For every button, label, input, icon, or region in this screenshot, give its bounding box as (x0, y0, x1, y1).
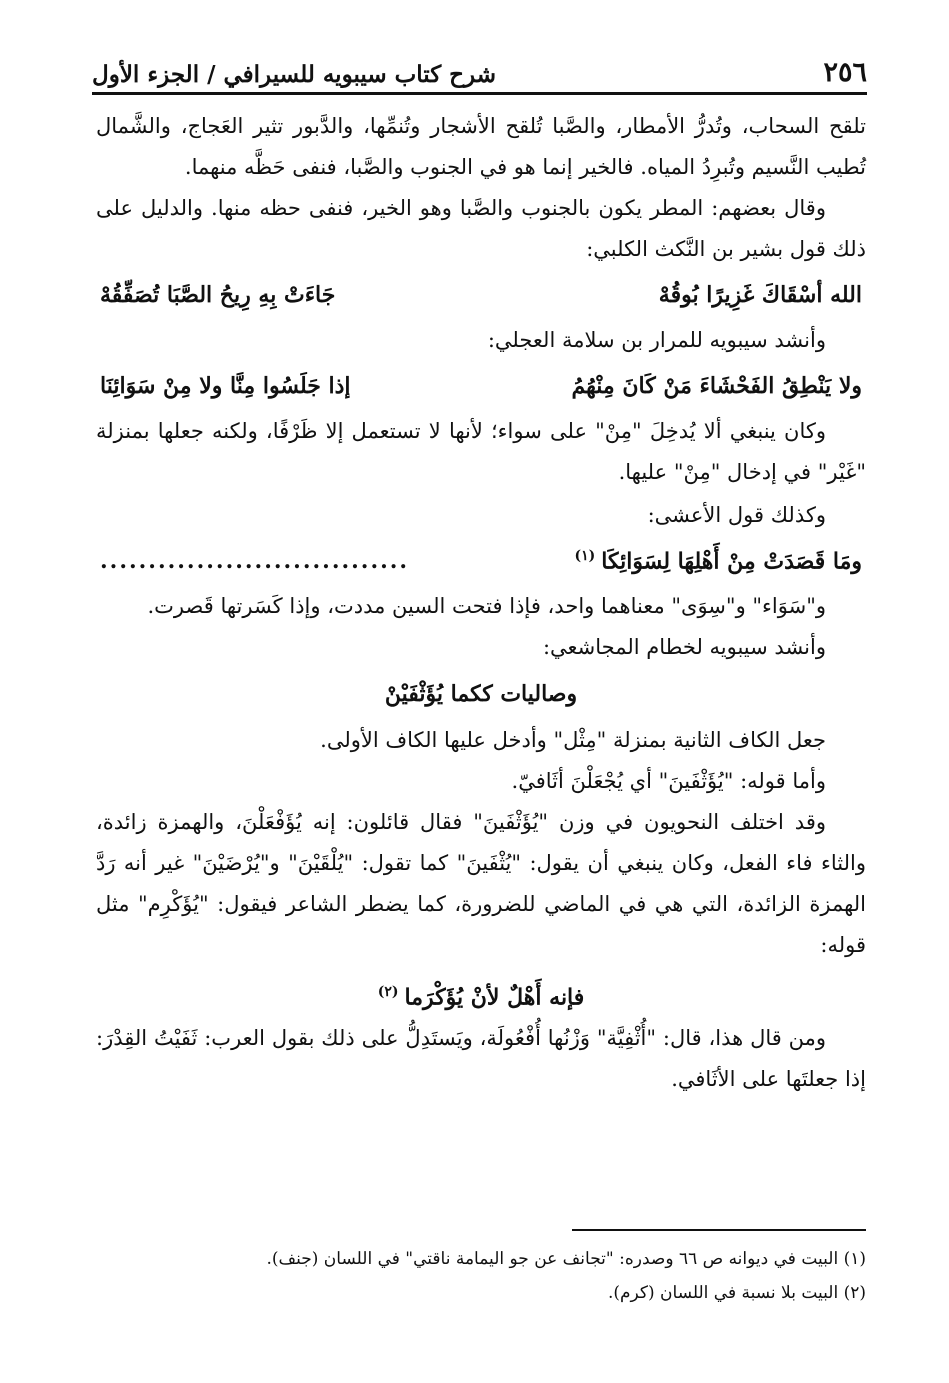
paragraph: و"سَوَاء" و"سِوَى" معناهما واحد، فإذا فتحت السين مددت، وإذا كَسَرتها قَصرت. (147, 594, 826, 618)
verse-first-hemistich (574, 548, 862, 574)
paragraph: وكذلك قول الأعشى: (647, 503, 826, 527)
verse-bashir (96, 270, 866, 320)
paragraph: وقال بعضهم: المطر يكون بالجنوب والصَّبا وهو الخير، فنفى حظه منها. والدليل على ذلك قول بشير بن النَّكث الكلبي: (96, 196, 866, 261)
paragraph: وأما قوله: "يُؤَثْفَينَ" أي يُجْعَلْنَ أثَافيّ. (511, 769, 826, 793)
footnote-ref: (٢) (377, 984, 399, 1000)
header-rule (92, 92, 867, 95)
running-title: شرح كتاب سيبويه للسيرافي / الجزء الأول (92, 61, 496, 88)
footnote: (١) البيت في ديوانه ص ٦٦ وصدره: "تجانف عن جو اليمامة ناقتي" في اللسان (جنف). (266, 1249, 866, 1269)
verse-asha (96, 536, 866, 586)
paragraph: جعل الكاف الثانية بمنزلة "مِثْل" وأدخل عليها الكاف الأولى. (320, 728, 826, 752)
main-text (96, 106, 866, 1100)
verse-omission-dots: ................................ (100, 548, 410, 574)
paragraph: ومن قال هذا، قال: "أُثْفِيَّة" وَزْنُها أُفْعُولَة، ويَستَدِلُّ على ذلك بقول العرب: ثَفَيْتُ القِدْرَ: إذا جعلتَها على الأثَافي. (96, 1026, 866, 1091)
paragraph: وأنشد سيبويه للمرار بن سلامة العجلي: (487, 328, 826, 352)
verse-second-hemistich: جَاءَتْ بِهِ رِيحُ الصَّبَا تُصَفِّقُهْ (100, 282, 336, 308)
paragraph: وأنشد سيبويه لخطام المجاشعي: (542, 635, 826, 659)
footnote: (٢) البيت بلا نسبة في اللسان (كرم). (607, 1283, 866, 1303)
footnotes (160, 1242, 866, 1310)
verse-marrar (96, 361, 866, 411)
verse-akram (96, 966, 866, 1018)
paragraph: وكان ينبغي ألا يُدخِلَ "مِنْ" على سواء؛ لأنها لا تستعمل إلا ظَرْفًا، ولكنه جعلها بمنزلة "غَيْر" في إدخال "مِنْ" عليها. (96, 419, 866, 484)
page-number: ٢٥٦ (823, 57, 867, 88)
verse-khitam: وصاليات ككما يُؤَثْفَيْنْ (384, 681, 578, 707)
paragraph: وقد اختلف النحويون في وزن "يُؤَثْفَينَ" فقال قائلون: إنه يُؤَفْعَلْنَ، والهمزة زائدة، والثاء فاء الفعل، وكان ينبغي أن يقول: "يُثْفَينَ" كما تقول: "يُلْقَيْنَ" و"يُرْضَيْنَ" غير أنه رَدَّ الهمزة الزائدة، التي هي في الماضي للضرورة، كما يضطر الشاعر فيقول: "يُؤَكْرِم" مثل قوله: (96, 810, 866, 957)
paragraph: تلقح السحاب، وتُدرُّ الأمطار، والصَّبا تُلقح الأشجار وتُنمِّها، والدَّبور تثير العَجاج، والشَّمال تُطيب النَّسيم وتُبرِدُ المياه. فالخير إنما هو في الجنوب والصَّبا، فنفى حَظَّه منهما. (96, 114, 866, 179)
page-header (92, 42, 867, 88)
verse-first-hemistich: الله أسْقَاكَ غَزِيرًا بُوقُهْ (658, 282, 862, 308)
verse-first-hemistich: ولا يَنْطِقُ الفَحْشَاءَ مَنْ كَانَ مِنْهُمُ (571, 373, 862, 399)
footnote-ref: (١) (574, 547, 596, 564)
verse-text: فإنه أَهْلٌ لأنْ يُؤَكْرَما (404, 984, 585, 1011)
verse-second-hemistich: إذا جَلَسُوا مِنَّا ولا مِنْ سَوَائِنَا (100, 373, 351, 399)
verse-text: ومَا قَصَدَتْ مِنْ أَهْلِهَا لِسَوَائِكَا (601, 548, 862, 575)
footnote-rule (572, 1229, 866, 1231)
